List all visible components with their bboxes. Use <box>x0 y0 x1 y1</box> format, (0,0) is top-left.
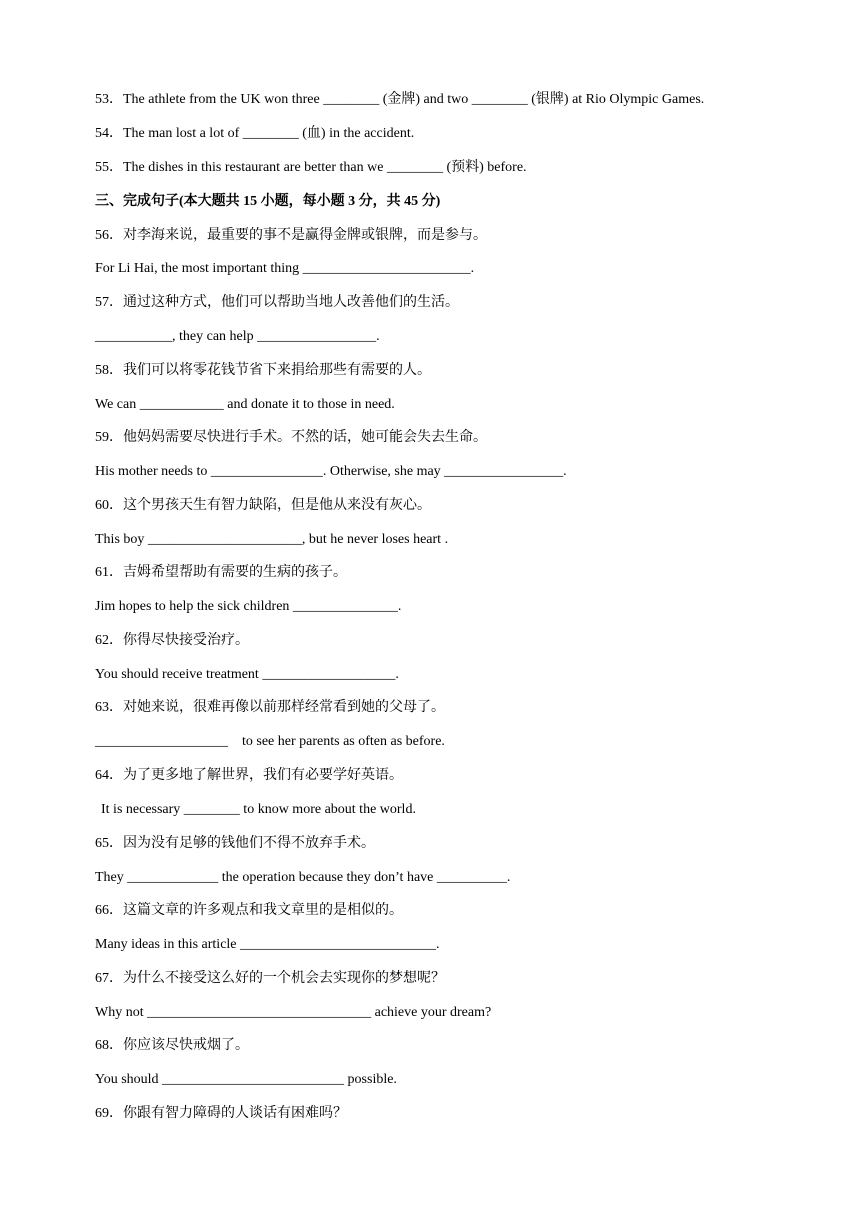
question-62-english: You should receive treatment ___________________. <box>95 667 399 682</box>
section-heading: 三、完成句子(本大题共 15 小题，每小题 3 分，共 45 分) <box>95 194 441 209</box>
question-64-chinese: 64．为了更多地了解世界，我们有必要学好英语。 <box>95 768 403 783</box>
question-55: 55．The dishes in this restaurant are better than we ________ (预料) before. <box>95 160 527 175</box>
question-54: 54．The man lost a lot of ________ (血) in the accident. <box>95 126 415 141</box>
question-68-chinese: 68．你应该尽快戒烟了。 <box>95 1038 249 1053</box>
question-53: 53．The athlete from the UK won three ________ (金牌) and two ________ (银牌) at Rio Olympic Games. <box>95 92 705 107</box>
question-64-english: It is necessary ________ to know more about the world. <box>101 802 416 817</box>
question-56-chinese: 56．对李海来说，最重要的事不是赢得金牌或银牌，而是参与。 <box>95 228 487 243</box>
question-58-chinese: 58．我们可以将零花钱节省下来捐给那些有需要的人。 <box>95 363 431 378</box>
question-63-english: ___________________ to see her parents as often as before. <box>95 734 445 749</box>
question-67-english: Why not ________________________________ achieve your dream? <box>95 1005 492 1020</box>
question-57-english: ___________, they can help _________________. <box>95 329 380 344</box>
question-63-chinese: 63．对她来说，很难再像以前那样经常看到她的父母了。 <box>95 700 445 715</box>
question-69-chinese: 69．你跟有智力障碍的人谈话有困难吗？ <box>95 1106 347 1121</box>
question-66-chinese: 66．这篇文章的许多观点和我文章里的是相似的。 <box>95 903 403 918</box>
question-59-chinese: 59．他妈妈需要尽快进行手术。不然的话，她可能会失去生命。 <box>95 430 487 445</box>
question-62-chinese: 62．你得尽快接受治疗。 <box>95 633 249 648</box>
question-61-english: Jim hopes to help the sick children _______________. <box>95 599 402 614</box>
question-57-chinese: 57．通过这种方式，他们可以帮助当地人改善他们的生活。 <box>95 295 459 310</box>
question-61-chinese: 61．吉姆希望帮助有需要的生病的孩子。 <box>95 565 347 580</box>
question-60-chinese: 60．这个男孩天生有智力缺陷，但是他从来没有灰心。 <box>95 498 431 513</box>
question-58-english: We can ____________ and donate it to those in need. <box>95 397 395 412</box>
question-68-english: You should __________________________ possible. <box>95 1072 397 1087</box>
question-66-english: Many ideas in this article ____________________________. <box>95 937 440 952</box>
question-56-english: For Li Hai, the most important thing ________________________. <box>95 261 475 276</box>
question-67-chinese: 67．为什么不接受这么好的一个机会去实现你的梦想呢？ <box>95 971 445 986</box>
question-59-english: His mother needs to ________________. Otherwise, she may _________________. <box>95 464 567 479</box>
question-65-chinese: 65．因为没有足够的钱他们不得不放弃手术。 <box>95 836 375 851</box>
question-65-english: They _____________ the operation because they don’t have __________. <box>95 870 511 885</box>
question-60-english: This boy ______________________, but he never loses heart . <box>95 532 449 547</box>
